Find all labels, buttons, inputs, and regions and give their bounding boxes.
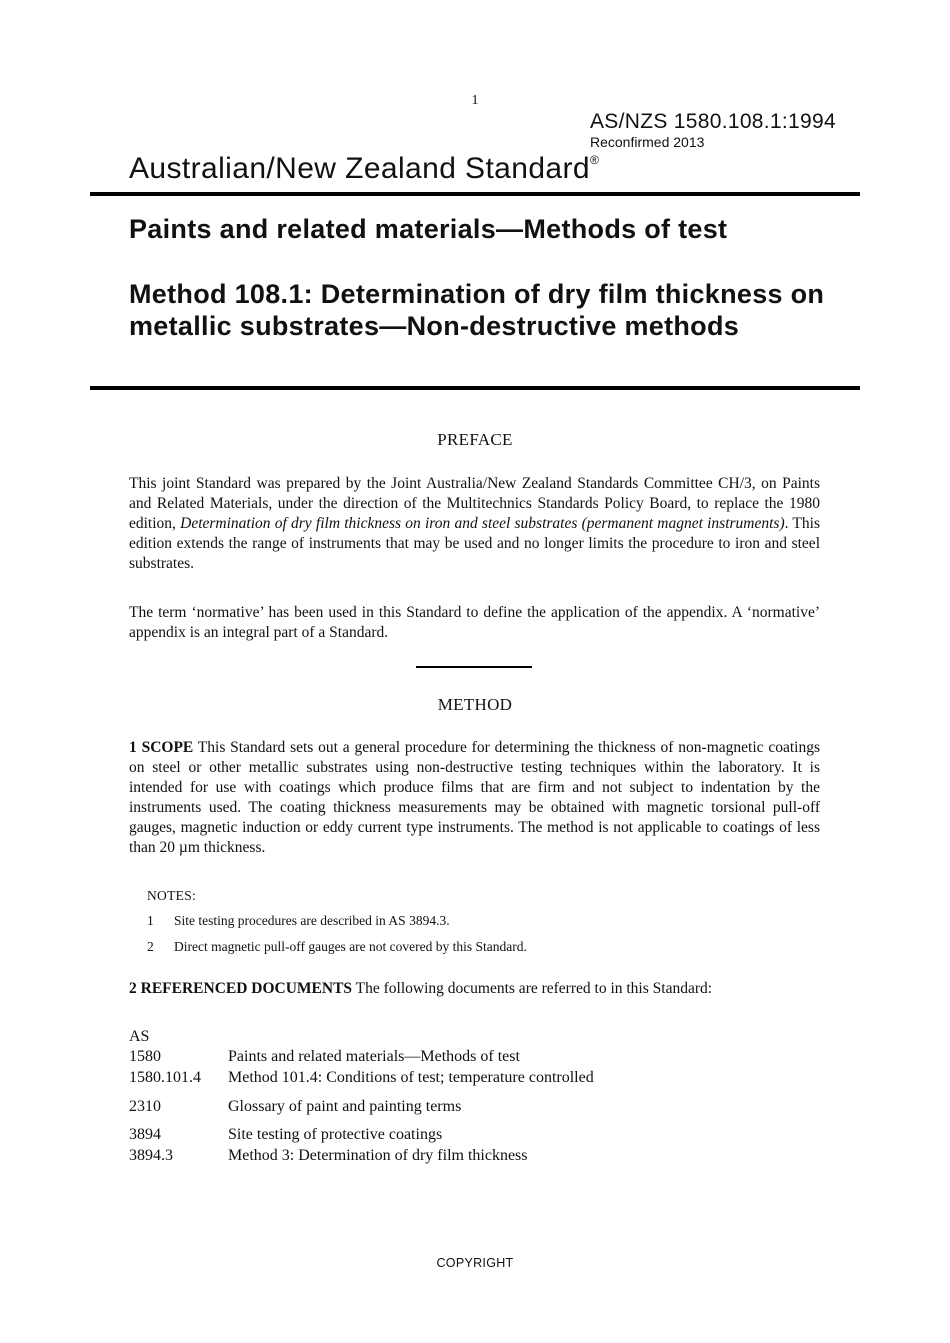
preface-paragraph-1 — [129, 474, 820, 574]
referenced-documents-intro: The following documents are referred to in this Standard: — [352, 980, 713, 997]
reference-row — [129, 1147, 528, 1165]
method-title: Method 108.1: Determination of dry film thickness on metallic substrates—Non-destructive methods — [129, 279, 825, 341]
note-text: Direct magnetic pull-off gauges are not covered by this Standard. — [174, 939, 527, 954]
reference-title: Paints and related materials—Methods of test — [228, 1048, 520, 1065]
reference-title: Method 101.4: Conditions of test; temperature controlled — [228, 1069, 594, 1086]
scope-heading: 1 SCOPE — [129, 739, 194, 756]
top-rule — [90, 192, 860, 196]
note-number: 2 — [147, 939, 154, 954]
preface-text-a: This joint Standard was prepared by the Joint Australia/New Zealand Standards Committee CH/3, on Paints and Related Materials, under the direction of the Multitechnics Standards Policy Board, to replace the 1980 edition, — [129, 475, 820, 532]
reference-row — [129, 1098, 461, 1116]
standard-type-label: Australian/New Zealand Standard — [129, 152, 590, 185]
reference-row — [129, 1126, 442, 1144]
standard-number: AS/NZS 1580.108.1:1994 — [590, 110, 836, 133]
bottom-rule — [90, 386, 860, 390]
copyright-footer: COPYRIGHT — [436, 1256, 514, 1270]
registered-mark: ® — [590, 153, 600, 167]
series-title: Paints and related materials—Methods of test — [129, 214, 728, 244]
preface-text-b: . This edition extends the range of instruments that may be used and no longer limits the procedure to iron and steel substrates. — [129, 515, 820, 572]
referenced-documents-paragraph — [129, 979, 820, 999]
page-number: 1 — [471, 93, 479, 108]
note-item — [147, 939, 527, 955]
preface-paragraph-2: The term ‘normative’ has been used in this Standard to define the application of the appendix. A ‘normative’ appendix is an integral part of a Standard. — [129, 604, 820, 641]
reference-title: Glossary of paint and painting terms — [228, 1098, 462, 1115]
scope-paragraph — [129, 738, 820, 858]
scope-text: This Standard sets out a general procedure for determining the thickness of non-magnetic coatings on steel or other metallic substrates using non-destructive testing techniques within the laboratory. It is intended for use with coatings which produce films that are firm and not subject to indentation by the instruments used. The coating thickness measurements may be obtained with magnetic torsional pull-off gauges, magnetic induction or eddy current type instruments. The method is not applicable to coatings of less than 20 µm thickness. — [129, 739, 820, 856]
section-divider — [416, 666, 532, 668]
reference-code: 1580 — [129, 1048, 161, 1065]
reference-code: 3894.3 — [129, 1147, 173, 1164]
method-heading: METHOD — [437, 695, 513, 714]
reconfirmed-note: Reconfirmed 2013 — [590, 134, 705, 150]
reference-row — [129, 1069, 594, 1087]
reference-title: Method 3: Determination of dry film thickness — [228, 1147, 528, 1164]
referenced-documents-heading: 2 REFERENCED DOCUMENTS — [129, 980, 353, 997]
preface-heading: PREFACE — [437, 430, 513, 449]
reference-code: 3894 — [129, 1126, 161, 1143]
standard-type-title — [129, 152, 599, 186]
reference-prefix: AS — [129, 1028, 150, 1045]
notes-label: NOTES: — [147, 888, 197, 903]
note-item — [147, 913, 450, 929]
reference-code: 1580.101.4 — [129, 1069, 201, 1086]
reference-code: 2310 — [129, 1098, 161, 1115]
superseded-title: Determination of dry film thickness on iron and steel substrates (permanent magnet instruments) — [180, 515, 785, 532]
reference-row — [129, 1048, 520, 1066]
note-text: Site testing procedures are described in AS 3894.3. — [174, 913, 450, 928]
reference-title: Site testing of protective coatings — [228, 1126, 443, 1143]
note-number: 1 — [147, 913, 154, 928]
